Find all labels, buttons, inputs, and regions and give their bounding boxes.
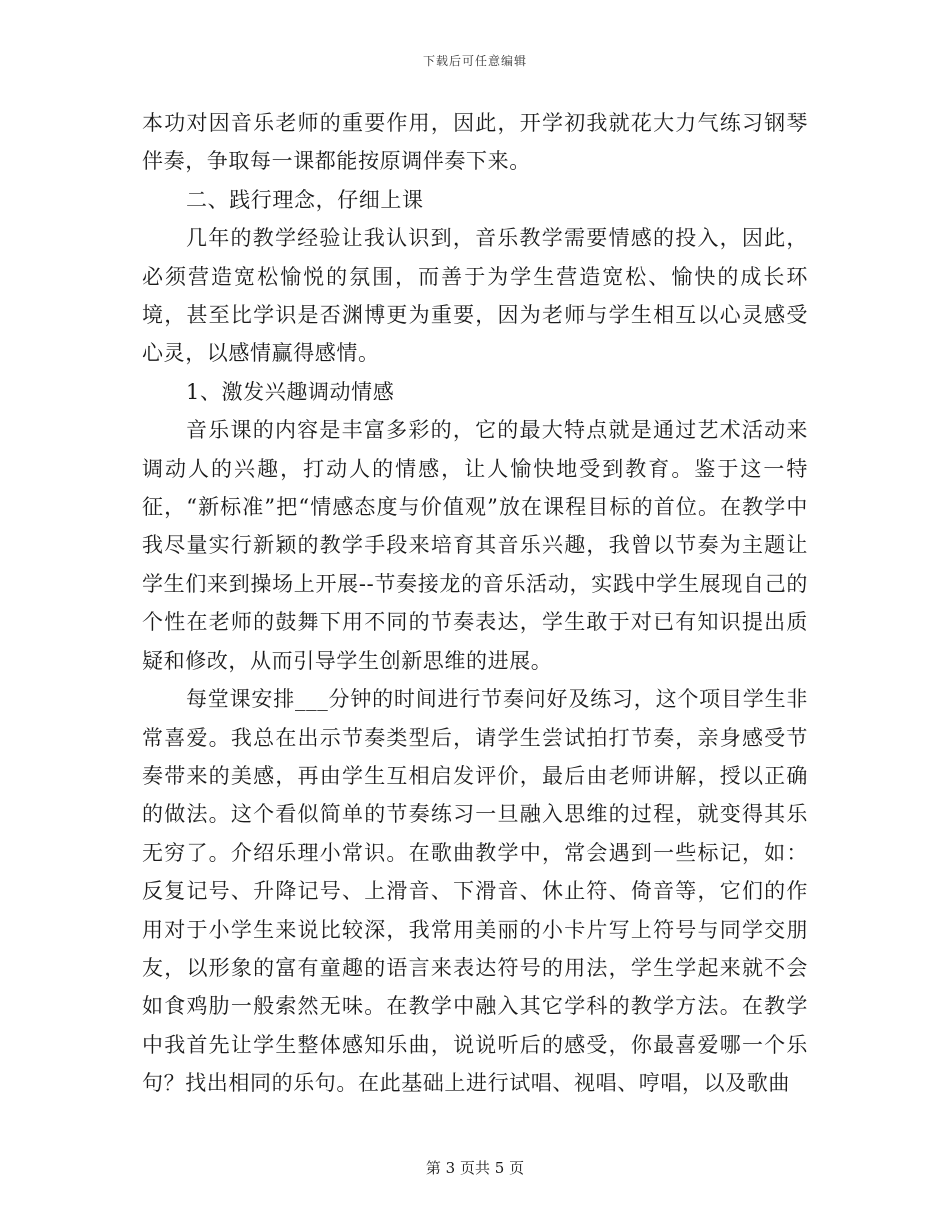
subsection-heading-1: 1、激发兴趣调动情感 [186, 379, 395, 404]
page-header-note: 下载后可任意编辑 [422, 54, 527, 68]
paragraph-continuation: 本功对因音乐老师的重要作用，因此，开学初我就花大力气练习钢琴伴奏，争取每一课都能按原调伴奏下来。 [142, 111, 808, 174]
paragraph-rhythm-practice: 每堂课安排___分钟的时间进行节奏问好及练习，这个项目学生非常喜爱。我总在出示节奏类型后，请学生尝试拍打节奏，亲身感受节奏带来的美感，再由学生互相启发评价，最后由老师讲解，授以正确的做法。这个看似简单的节奏练习一旦融入思维的过程，就变得其乐无穷了。介绍乐理小常识。在歌曲教学中，常会遇到一些标记，如：反复记号、升降记号、上滑音、下滑音、休止符、倚音等，它们的作用对于小学生来说比较深，我常用美丽的小卡片写上符号与同学交朋友，以形象的富有童趣的语言来表达符号的用法，学生学起来就不会如食鸡肋一般索然无味。在教学中融入其它学科的教学方法。在教学中我首先让学生整体感知乐曲，说说听后的感受，你最喜爱哪一个乐句？找出相同的乐句。在此基础上进行试唱、视唱、哼唱，以及歌曲 [142, 687, 808, 1096]
paragraph-teaching-experience: 几年的教学经验让我认识到，音乐教学需要情感的投入，因此，必须营造宽松愉悦的氛围，而善于为学生营造宽松、愉快的成长环境，甚至比学识是否渊博更为重要，因为老师与学生相互以心灵感受心灵，以感情赢得感情。 [142, 226, 808, 366]
document-body [142, 104, 808, 1103]
paragraph-music-class-content: 音乐课的内容是丰富多彩的，它的最大特点就是通过艺术活动来调动人的兴趣，打动人的情感，让人愉快地受到教育。鉴于这一特征，“新标准”把“情感态度与价值观”放在课程目标的首位。在教学中我尽量实行新颖的教学手段来培育其音乐兴趣，我曾以节奏为主题让学生们来到操场上开展--节奏接龙的音乐活动，实践中学生展现自己的个性在老师的鼓舞下用不同的节奏表达，学生敢于对已有知识提出质疑和修改，从而引导学生创新思维的进展。 [142, 418, 808, 673]
page-footer-number: 第 3 页共 5 页 [425, 1159, 525, 1177]
section-heading-2: 二、践行理念，仔细上课 [186, 187, 424, 212]
